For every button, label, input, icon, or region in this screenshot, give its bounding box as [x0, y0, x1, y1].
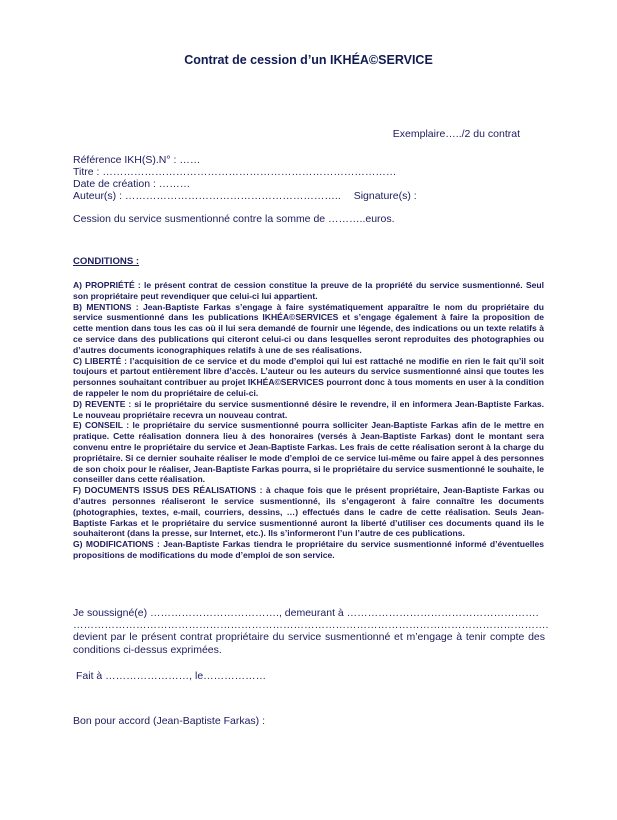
- place-date-line: Fait à ……………………, le………………: [76, 670, 267, 682]
- copy-number: Exemplaire…../2 du contrat: [392, 128, 520, 140]
- conditions-list: [73, 280, 544, 561]
- condition-mentions: B) MENTIONS : Jean-Baptiste Farkas s’engage à faire systématiquement apparaître le nom du propriétaire du service susmentionné dans les publications IKHÉA©SERVICES et s’engage également à faire la proposition de cette mention dans tous les cas où il lui sera demandé de fournir une légende, des indications ou un texte relatifs à ce service dans des publications qui citeront celui-ci ou dans lesquelles seront reproduites des photographies ou d’autres documents iconographiques relatifs à une de ses réalisations.: [73, 301, 544, 355]
- conditions-heading: CONDITIONS :: [73, 256, 140, 267]
- condition-liberte: C) LIBERTÉ : l’acquisition de ce service et du mode d’emploi qui lui est rattaché ne modifie en rien le fait qu’il soit toujours et partout entièrement libre d’accès. L’auteur ou les auteurs du service susmentionné ainsi que toutes les personnes souhaitant contribuer au projet IKHÉA©SERVICES pourront donc à tous moments en user à la condition de rappeler le nom du propriétaire de celui-ci.: [73, 355, 544, 398]
- authors-field: Auteur(s) : ……………………………………………………..: [73, 190, 341, 202]
- commitment-text: devient par le présent contrat propriétaire du service susmentionné et m’engage à tenir compte des conditions ci-dessus exprimées.: [73, 631, 545, 656]
- address-line: ……………………………………………………………………………………………………………………….: [73, 619, 549, 632]
- creation-date-field: Date de création : ………: [73, 178, 191, 190]
- document-title: Contrat de cession d’un IKHÉA©SERVICE: [184, 53, 433, 67]
- approval-line: Bon pour accord (Jean-Baptiste Farkas) :: [73, 715, 266, 727]
- signature-field: Signature(s) :: [353, 190, 417, 202]
- undersigned-block: [73, 607, 549, 656]
- condition-propriete: A) PROPRIÉTÉ : le présent contrat de cession constitue la preuve de la propriété du service susmentionné. Seul son propriétaire peut revendiquer que celui-ci lui appartient.: [73, 280, 544, 301]
- reference-fields: [73, 154, 417, 202]
- undersigned-line: Je soussigné(e) ………………………………., demeurant à ……………………………………………….: [73, 607, 539, 619]
- title-field: Titre : …………………………………………………………………………: [73, 166, 397, 178]
- condition-documents: F) DOCUMENTS ISSUS DES RÉALISATIONS : à chaque fois que le présent propriétaire, Jean-Baptiste Farkas ou d’autres personnes réaliseront le service susmentionné, ils s’engageront à faire connaître les documents (photographies, textes, e-mail, courriers, dessins, …) effectués dans le cadre de cette réalisation. Seuls Jean-Baptiste Farkas et le propriétaire du service susmentionné auront la liberté d’utiliser ces documents quand ils le souhaiteront (dans la presse, sur Internet, etc.). Ils s’informeront l’un l’autre de ces publications.: [73, 485, 544, 539]
- condition-revente: D) REVENTE : si le propriétaire du service susmentionné désire le revendre, il en informera Jean-Baptiste Farkas. Le nouveau propriétaire recevra un nouveau contrat.: [73, 398, 544, 420]
- reference-field: Référence IKH(S).N° : ……: [73, 154, 201, 166]
- condition-modifications: G) MODIFICATIONS : Jean-Baptiste Farkas tiendra le propriétaire du service susmentionné informé d’éventuelles propositions de modifications du mode d’emploi de son service.: [73, 539, 544, 560]
- condition-conseil: E) CONSEIL : le propriétaire du service susmentionné pourra solliciter Jean-Baptiste Farkas afin de le mettre en pratique. Cette réalisation donnera lieu à des honoraires (versés à Jean-Baptiste Farkas) dont le montant sera convenu entre le propriétaire du service et Jean-Baptiste Farkas. Les frais de cette réalisation seront à la charge du propriétaire. Si ce dernier souhaite réaliser le mode d’emploi de ce service lui-même ou faire appel à des personnes de son choix pour le réaliser, Jean-Baptiste Farkas pourra, si le propriétaire du service susmentionné le souhaite, le conseiller dans cette réalisation.: [73, 420, 544, 485]
- cession-sum: Cession du service susmentionné contre la somme de ………..euros.: [73, 213, 395, 225]
- authors-row: [73, 190, 417, 202]
